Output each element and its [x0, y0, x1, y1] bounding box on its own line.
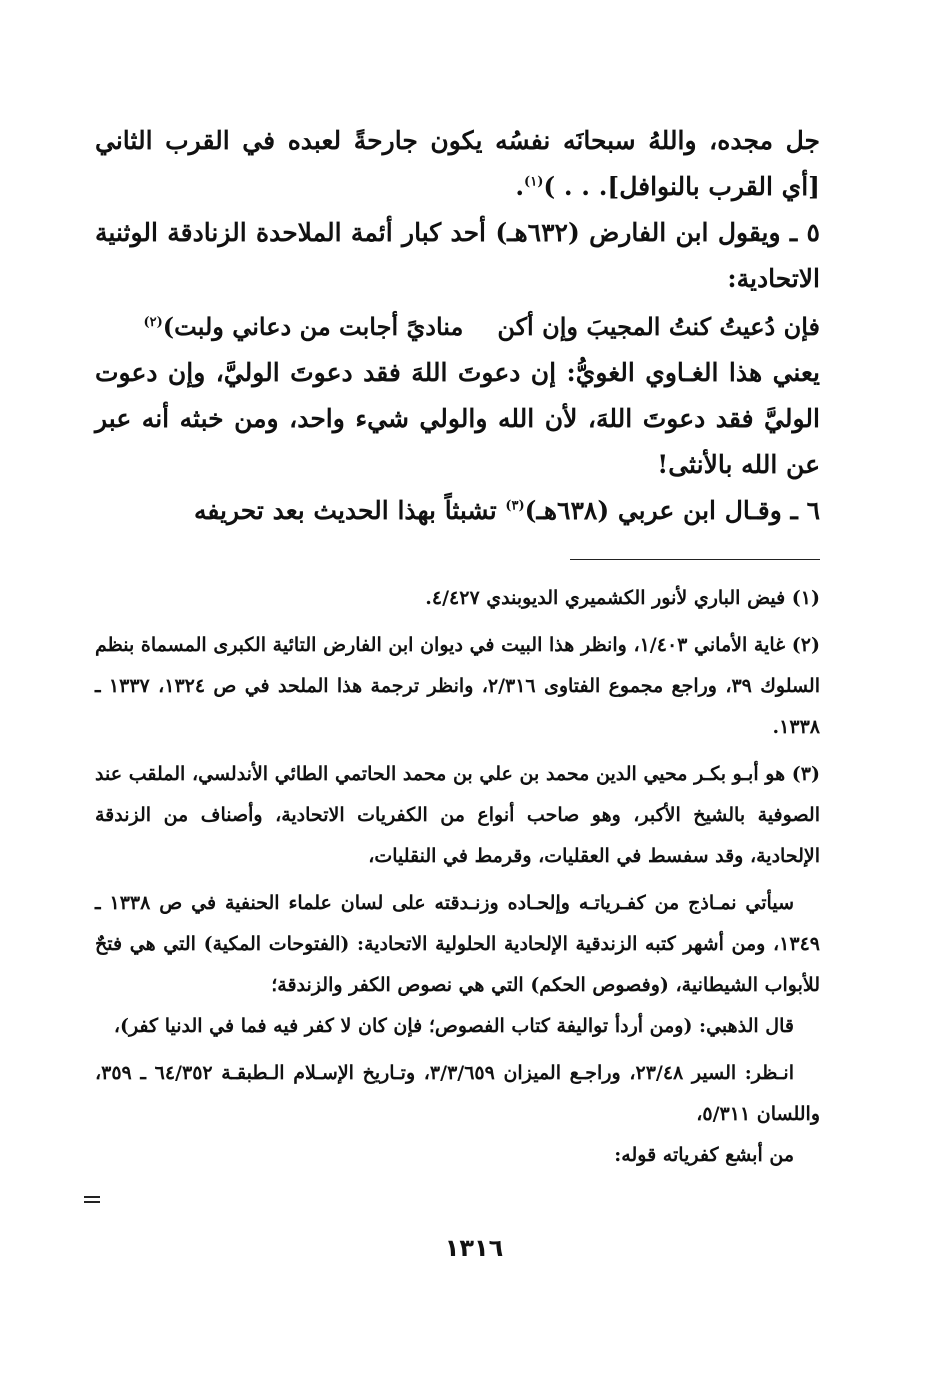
footnote-3-continuation-2: قال الذهبي: (ومن أردأ تواليفة كتاب الفصوص؛ فإن كان لا كفر فيه فما في الدنيا كفر)، [113, 1015, 794, 1037]
paragraph-4 [95, 488, 820, 534]
footnote-ref-1: (١) [524, 174, 544, 190]
paragraph-2: ٥ ـ ويقول ابن الفارض (٦٣٢هـ) أحد كبار أئمة الملاحدة الزنادقة الوثنية الاتحادية: [95, 218, 820, 293]
margin-mark [84, 1196, 100, 1208]
main-text [95, 118, 820, 534]
verse-line [95, 304, 820, 350]
footnote-3: (٣) هو أبـو بكـر محيي الدين محمد بن علي بن محمد الحاتمي الطائي الأندلسي، الملقب عند الصوفية بالشيخ الأكبر، وهو صاحب أنواع من الكفريات الاتحادية، وأصناف من الزندقة الإلحادية، وقد سفسط في العقليات، وقرمط في النقليات، [95, 763, 820, 867]
paragraph-1-text: جل مجده، واللهُ سبحانَه نفسُه يكون جارحةً لعبده في القرب الثاني [أي القرب بالنوافل]. . . ) [95, 126, 820, 201]
footnote-3-continuation-1: سيأتي نمـاذج من كفـرياتـه وإلحـاده وزنـدقته على لسان علماء الحنفية في ص ١٣٣٨ ـ ١٣٤٩، ومن أشهر كتبه الزندقية الإلحادية الحلولية الاتحادية: (الفتوحات المكية) التي هي فتحٌ للأبواب الشيطانية، (وفصوص الحكم) التي هي نصوص الكفر والزندقة؛ [95, 892, 820, 996]
page-number: ١٣١٦ [444, 1234, 504, 1262]
footnote-ref-2: (٢) [143, 315, 163, 330]
footnote-3-continuation-3: انـظر: السير ٢٣/٤٨، وراجـع الميزان ٣/٣/٦٥٩، وتـاريخ الإسـلام الـطبقـة ٦٤/٣٥٢ ـ ٣٥٩، واللسان ٥/٣١١، [95, 1062, 820, 1125]
footnotes [95, 578, 820, 1176]
paragraph-4-end: تشبثاً بهذا الحديث بعد تحريفه [193, 496, 506, 525]
paragraph-1-end: . [515, 172, 525, 201]
paragraph-3: يعني هذا الغـاوي الغويُّ: إن دعوتَ اللهَ فقد دعوتَ الوليَّ، وإن دعوت الوليَّ فقد دعوتَ اللهَ، لأن الله والولي شيء واحد، ومن خبثه أنه عبر عن الله بالأنثى! [95, 358, 820, 479]
verse-first-hemistich: فإن دُعيتُ كنتُ المجيبَ وإن أكن [497, 312, 820, 341]
footnote-ref-3: (٣) [505, 498, 525, 514]
paragraph-1 [95, 118, 820, 210]
page-body [95, 118, 820, 1176]
footnote-separator [570, 559, 820, 560]
footnote-1: (١) فيض الباري لأنور الكشميري الديوبندي ٤/٤٢٧. [425, 587, 820, 609]
paragraph-4-start: ٦ ـ وقـال ابن عربي (٦٣٨هـ) [524, 496, 820, 525]
footnote-3-continuation-4: من أبشع كفرياته قوله: [614, 1144, 794, 1166]
verse-second-hemistich: مناديً أجابت من دعاني ولبت)$^{(٢)}$ [143, 312, 464, 341]
footnote-2: (٢) غاية الأماني ١/٤٠٣، وانظر هذا البيت في ديوان ابن الفارض التائية الكبرى المسماة بنظم السلوك ٣٩، وراجع مجموع الفتاوى ٢/٣١٦، وانظر ترجمة هذا الملحد في ص ١٣٢٤، ١٣٣٧ ـ ١٣٣٨. [95, 634, 821, 738]
